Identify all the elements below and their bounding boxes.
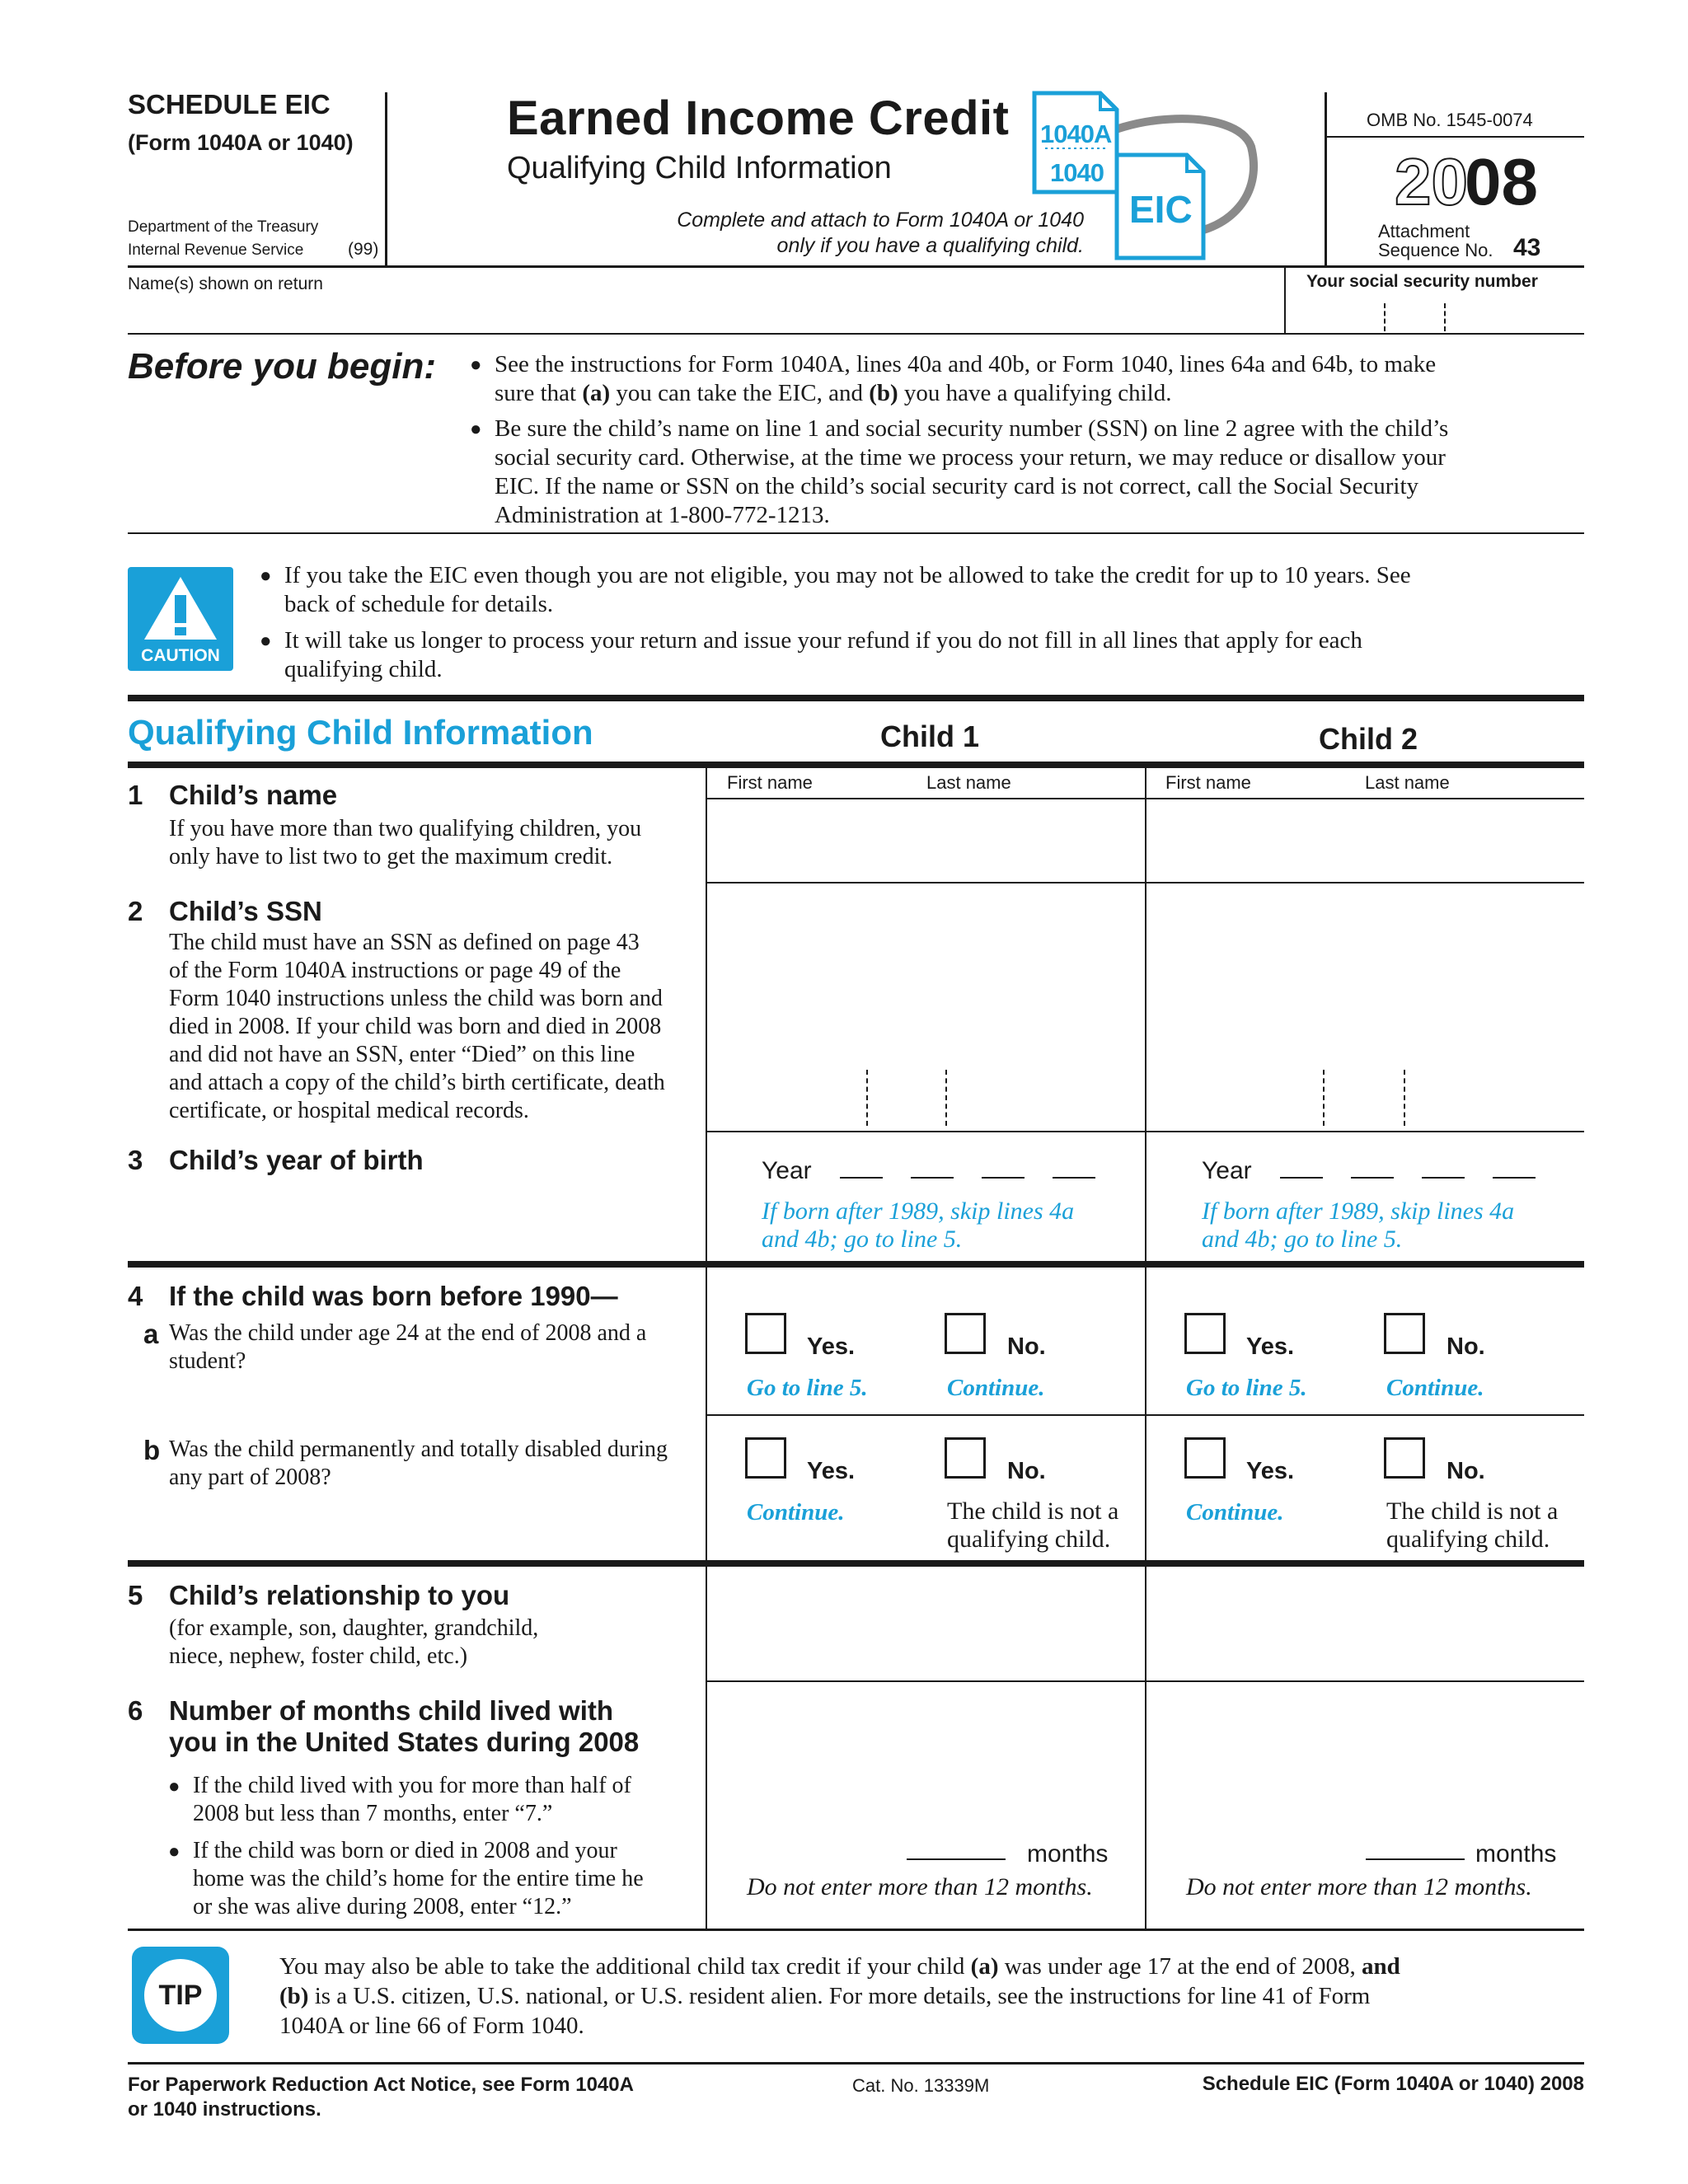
child2-year-field[interactable] xyxy=(1202,1157,1536,1185)
column-divider-2 xyxy=(1145,768,1146,1929)
child2-months-input[interactable] xyxy=(1366,1858,1465,1860)
year-bold: 08 xyxy=(1465,145,1538,218)
child1-ssn-input[interactable] xyxy=(710,887,1139,1127)
line3-title: Child’s year of birth xyxy=(169,1145,424,1175)
line4b-question: Was the child permanently and totally disabled during any part of 2008? xyxy=(169,1436,668,1490)
line1-number: 1 xyxy=(128,780,143,810)
section-top-rule xyxy=(128,695,1584,701)
names-label: Name(s) shown on return xyxy=(128,274,323,293)
child1-first-name-label: First name xyxy=(727,772,813,793)
no-label: No. xyxy=(1447,1333,1485,1360)
continue-note: Continue. xyxy=(947,1375,1045,1401)
line4b-letter: b xyxy=(143,1435,161,1465)
line1-title: Child’s name xyxy=(169,780,338,810)
ssn-input[interactable] xyxy=(1291,293,1579,333)
child2-header: Child 2 xyxy=(1319,722,1418,756)
ssn-separator xyxy=(1404,1070,1405,1126)
column-divider-1 xyxy=(706,768,707,1929)
line6-bullet-1: ● If the child lived with you for more than half of 2008 but less than 7 months, enter “7.” xyxy=(193,1772,631,1828)
caution-badge xyxy=(128,567,233,671)
footer-rule xyxy=(128,2062,1584,2064)
tip-label: TIP xyxy=(158,1980,203,2011)
main-title: Earned Income Credit xyxy=(507,91,1010,145)
dept-treasury: Department of the Treasury xyxy=(128,218,319,236)
yes-label: Yes. xyxy=(807,1458,856,1484)
catalog-number: Cat. No. 13339M xyxy=(852,2075,990,2096)
continue-note: Continue. xyxy=(1386,1375,1484,1401)
months-label: months xyxy=(1027,1840,1109,1868)
child1-name-input[interactable] xyxy=(710,801,1139,880)
line3-number: 3 xyxy=(128,1145,143,1175)
line4a-rule xyxy=(706,1414,1584,1416)
schedule-form: (Form 1040A or 1040) xyxy=(128,130,354,155)
line2-description: The child must have an SSN as defined on page 43 of the Form 1040A instructions or page 49 of the Form 1040 instructions unless the child was born and died in 2008. If your child was born and died in 2008 and did not have an SSN, enter “Died” on this line and attach a copy of the child’s birth certificate, death certificate, or hospital medical records. xyxy=(169,930,665,1123)
line6-title: Number of months child lived with you in the United States during 2008 xyxy=(169,1695,640,1757)
no-label: No. xyxy=(1447,1458,1485,1484)
months-label: months xyxy=(1475,1840,1557,1868)
line6-rule xyxy=(128,1929,1584,1931)
paperwork-notice: For Paperwork Reduction Act Notice, see Form 1040A or 1040 instructions. xyxy=(128,2074,634,2121)
subtitle: Qualifying Child Information xyxy=(507,151,892,185)
dept-code: (99) xyxy=(348,240,379,259)
line5-rule xyxy=(706,1680,1584,1682)
header-rule xyxy=(128,265,1584,268)
line2-number: 2 xyxy=(128,896,143,926)
line4a-letter: a xyxy=(143,1319,159,1349)
goto-line5-note: Go to line 5. xyxy=(1186,1375,1307,1401)
icon-eic: EIC xyxy=(1129,188,1193,231)
section-header-rule xyxy=(128,762,1584,768)
ssn-label: Your social security number xyxy=(1306,272,1538,291)
line2-rule xyxy=(706,1131,1584,1132)
dept-irs: Internal Revenue Service xyxy=(128,241,304,259)
header-divider-right xyxy=(1325,92,1327,265)
child2-first-name-label: First name xyxy=(1165,772,1251,793)
year-label: Year xyxy=(762,1157,812,1184)
ssn-separator xyxy=(1384,303,1386,331)
ssn-divider xyxy=(1284,268,1286,334)
child1-months-input[interactable] xyxy=(907,1858,1006,1860)
child1-4b-no-checkbox[interactable] xyxy=(945,1437,986,1479)
continue-note: Continue. xyxy=(1186,1499,1284,1526)
yes-label: Yes. xyxy=(807,1333,856,1360)
header-divider-left xyxy=(385,92,387,265)
attach-instruction-2: only if you have a qualifying child. xyxy=(776,234,1084,257)
no-label: No. xyxy=(1007,1458,1046,1484)
child2-4b-no-checkbox[interactable] xyxy=(1384,1437,1425,1479)
goto-line5-note: Go to line 5. xyxy=(747,1375,868,1401)
line5-number: 5 xyxy=(128,1580,143,1610)
sequence-label: Sequence No. xyxy=(1378,240,1493,260)
child2-name-input[interactable] xyxy=(1150,801,1578,880)
year-label: Year xyxy=(1202,1157,1252,1184)
no-label: No. xyxy=(1007,1333,1046,1360)
before-begin-rule xyxy=(128,532,1584,534)
before-begin-heading: Before you begin: xyxy=(128,346,437,387)
yes-label: Yes. xyxy=(1246,1333,1295,1360)
child2-4b-yes-checkbox[interactable] xyxy=(1184,1437,1226,1479)
sequence-number: 43 xyxy=(1513,234,1541,261)
ssn-separator xyxy=(1444,303,1446,331)
child2-4a-yes-checkbox[interactable] xyxy=(1184,1313,1226,1354)
attach-instruction-1: Complete and attach to Form 1040A or 1040 xyxy=(677,209,1084,232)
year-outline: 20 xyxy=(1395,145,1468,218)
section-title: Qualifying Child Information xyxy=(128,713,593,752)
name-label-rule xyxy=(707,798,1584,799)
child1-relationship-input[interactable] xyxy=(710,1570,1139,1677)
line4-title: If the child was born before 1990— xyxy=(169,1281,618,1311)
caution-label: CAUTION xyxy=(141,646,220,665)
caution-bullet-2: ● It will take us longer to process your return and issue your refund if you do not fill in all lines that apply for each qualifying child. xyxy=(284,626,1362,684)
omb-rule xyxy=(1327,136,1584,138)
attachment-label: Attachment xyxy=(1378,221,1470,241)
line2-title: Child’s SSN xyxy=(169,896,322,926)
child1-last-name-label: Last name xyxy=(926,772,1011,793)
line6-bullet-2: ● If the child was born or died in 2008 and your home was the child’s home for the entire time he or she was alive during 2008, enter “12.” xyxy=(193,1837,644,1921)
line1-description: If you have more than two qualifying children, you only have to list two to get the maximum credit. xyxy=(169,816,642,869)
child1-header: Child 1 xyxy=(880,719,980,753)
not-qualifying-note: The child is not a qualifying child. xyxy=(947,1497,1119,1553)
child2-last-name-label: Last name xyxy=(1365,772,1450,793)
line5-title: Child’s relationship to you xyxy=(169,1580,510,1610)
line6-number: 6 xyxy=(128,1695,143,1726)
line4a-question: Was the child under age 24 at the end of 2008 and a student? xyxy=(169,1320,647,1374)
icon-form-1040a: 1040A xyxy=(1040,120,1112,148)
child2-ssn-input[interactable] xyxy=(1150,887,1578,1127)
caution-bullet-1: ● If you take the EIC even though you are not eligible, you may not be allowed to take the credit for up to 10 years. See back of schedule for details. xyxy=(284,561,1411,619)
child1-4a-no-checkbox[interactable] xyxy=(945,1313,986,1354)
child2-4a-no-checkbox[interactable] xyxy=(1384,1313,1425,1354)
line5-description: (for example, son, daughter, grandchild, niece, nephew, foster child, etc.) xyxy=(169,1615,539,1669)
tip-badge xyxy=(132,1947,229,2044)
months-max-note: Do not enter more than 12 months. xyxy=(1186,1873,1532,1900)
ssn-separator xyxy=(945,1070,947,1126)
line3-rule xyxy=(128,1261,1584,1268)
before-begin-bullet-2: ● Be sure the child’s name on line 1 and social security number (SSN) on line 2 agree with the child’s social security card. Otherwise, at the time we process your return, we may reduce or disallow your EIC. If the name or SSN on the child’s social security card is not correct, call the Social Security Administration at 1-800-772-1213. xyxy=(495,415,1448,530)
yes-label: Yes. xyxy=(1246,1458,1295,1484)
months-max-note: Do not enter more than 12 months. xyxy=(747,1873,1093,1900)
child2-skip-note: If born after 1989, skip lines 4a and 4b; go to line 5. xyxy=(1202,1197,1515,1253)
line1-rule xyxy=(706,882,1584,883)
before-begin-bullet-1: ● See the instructions for Form 1040A, lines 40a and 40b, or Form 1040, lines 64a and 64b, to make sure that (a) you can take the EIC, and (b) you have a qualifying child. xyxy=(495,350,1436,408)
child1-4a-yes-checkbox[interactable] xyxy=(745,1313,786,1354)
child1-year-field[interactable] xyxy=(762,1157,1095,1185)
ssn-separator xyxy=(866,1070,868,1126)
child2-relationship-input[interactable] xyxy=(1150,1570,1578,1677)
names-input[interactable] xyxy=(132,288,1278,330)
ssn-separator xyxy=(1323,1070,1325,1126)
tip-text: You may also be able to take the additional child tax credit if your child (a) was under age 17 at the end of 2008, and (b) is a U.S. citizen, U.S. national, or U.S. resident alien. For more details, see the instructions for line 41 of Form 1040A or line 66 of Form 1040. xyxy=(279,1953,1400,2039)
not-qualifying-note: The child is not a qualifying child. xyxy=(1386,1497,1559,1553)
line4-rule xyxy=(128,1560,1584,1567)
icon-form-1040: 1040 xyxy=(1050,158,1104,187)
schedule-title: SCHEDULE EIC xyxy=(128,89,331,120)
line4-number: 4 xyxy=(128,1281,143,1311)
child1-skip-note: If born after 1989, skip lines 4a and 4b; go to line 5. xyxy=(762,1197,1075,1253)
name-row-rule xyxy=(128,333,1584,335)
footer-schedule: Schedule EIC (Form 1040A or 1040) 2008 xyxy=(1202,2073,1584,2095)
child1-4b-yes-checkbox[interactable] xyxy=(745,1437,786,1479)
continue-note: Continue. xyxy=(747,1499,845,1526)
omb-number: OMB No. 1545-0074 xyxy=(1367,110,1533,130)
